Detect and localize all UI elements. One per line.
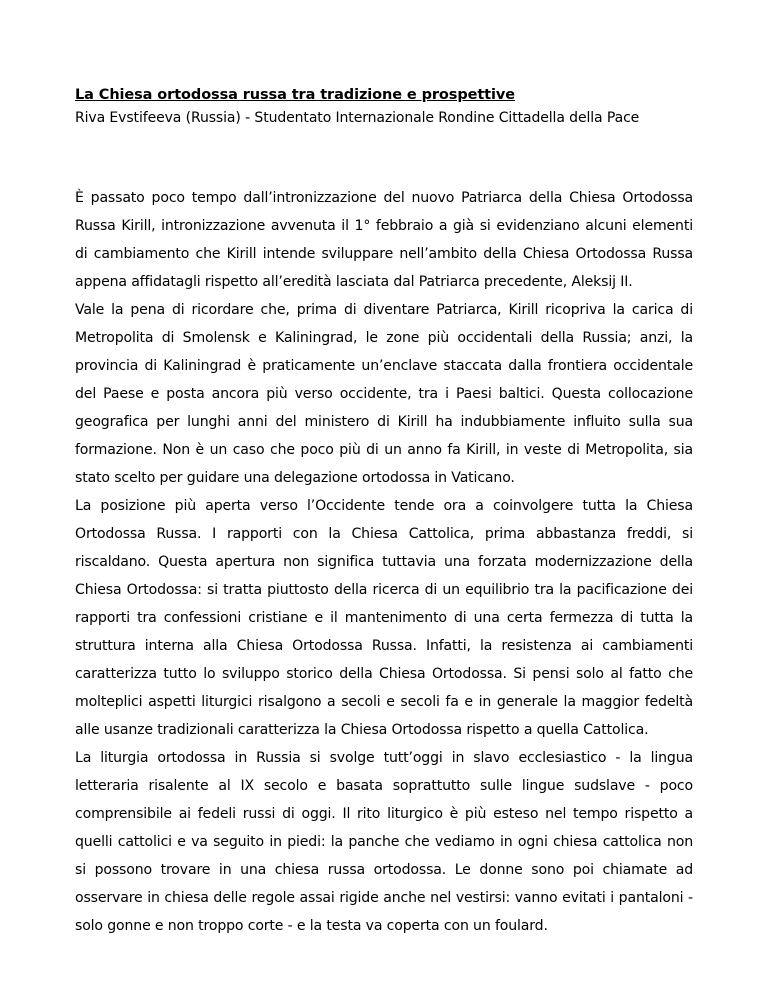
- paragraph-1: È passato poco tempo dall’intronizzazione del nuovo Patriarca della Chiesa Ortodossa Russa Kirill, intronizzazione avvenuta il 1° febbraio a già si evidenziano alcuni elementi di cambiamento che Kirill intende sviluppare nell’ambito della Chiesa Ortodossa Russa appena affidatagli rispetto all’eredità lasciata dal Patriarca precedente, Aleksij II.: [75, 190, 693, 290]
- author-line: Riva Evstifeeva (Russia) - Studentato Internazionale Rondine Cittadella della Pace: [75, 110, 640, 126]
- paragraph-4: La liturgia ortodossa in Russia si svolge tutt’oggi in slavo ecclesiastico - la lingua letteraria risalente al IX secolo e basata soprattutto sulle lingue sudslave - poco comprensibile ai fedeli russi di oggi. Il rito liturgico è più esteso nel tempo rispetto a quelli cattolici e va seguito in piedi: la panche che vediamo in ogni chiesa cattolica non si possono trovare in una chiesa russa ortodossa. Le donne sono poi chiamate ad osservare in chiesa delle regole assai rigide anche nel vestirsi: vanno evitati i pantaloni - solo gonne e non troppo corte - e la testa va coperta con un foulard.: [75, 750, 693, 934]
- document-body: [75, 184, 693, 940]
- document-content: [75, 85, 693, 940]
- paragraph-3: La posizione più aperta verso l’Occidente tende ora a coinvolgere tutta la Chiesa Ortodossa Russa. I rapporti con la Chiesa Cattolica, prima abbastanza freddi, si riscaldano. Questa apertura non significa tuttavia una forzata modernizzazione della Chiesa Ortodossa: si tratta piuttosto della ricerca di un equilibrio tra la pacificazione dei rapporti tra confessioni cristiane e il mantenimento di una certa fermezza di tutta la struttura interna alla Chiesa Ortodossa Russa. Infatti, la resistenza ai cambiamenti caratterizza tutto lo sviluppo storico della Chiesa Ortodossa. Si pensi solo al fatto che molteplici aspetti liturgici risalgono a secoli e secoli fa e in generale la maggior fedeltà alle usanze tradizionali caratterizza la Chiesa Ortodossa rispetto a quella Cattolica.: [75, 498, 693, 738]
- document-title: La Chiesa ortodossa russa tra tradizione e prospettive: [75, 87, 515, 103]
- paragraph-2: Vale la pena di ricordare che, prima di diventare Patriarca, Kirill ricopriva la carica di Metropolita di Smolensk e Kaliningrad, le zone più occidentali della Russia; anzi, la provincia di Kaliningrad è praticamente un’enclave staccata dalla frontiera occidentale del Paese e posta ancora più verso occidente, tra i Paesi baltici. Questa collocazione geografica per lunghi anni del ministero di Kirill ha indubbiamente influito sulla sua formazione. Non è un caso che poco più di un anno fa Kirill, in veste di Metropolita, sia stato scelto per guidare una delegazione ortodossa in Vaticano.: [75, 302, 693, 486]
